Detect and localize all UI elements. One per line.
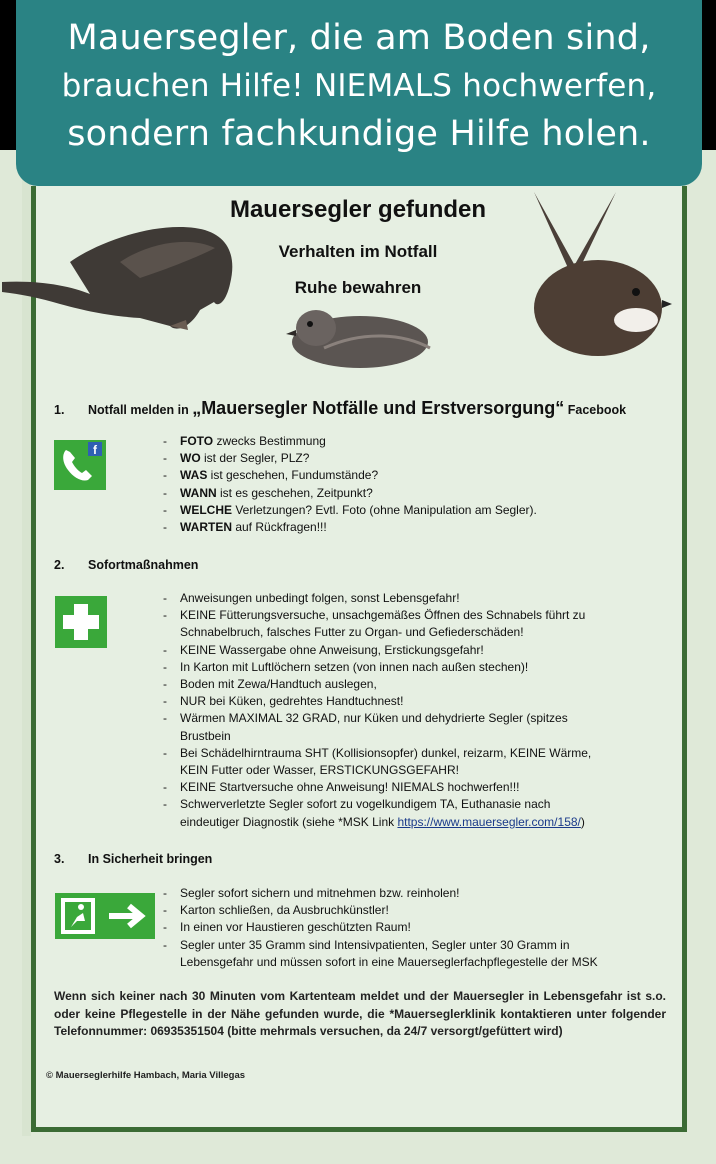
section-1-number: 1. (54, 403, 65, 417)
phone-icon (54, 440, 106, 490)
section-3-list (160, 885, 598, 971)
copyright-notice: © Mauerseglerhilfe Hambach, Maria Villegas (46, 1070, 246, 1081)
section-1-list (160, 433, 537, 536)
section-2-title: Sofortmaßnahmen (88, 558, 199, 572)
section-2-number: 2. (54, 558, 65, 572)
banner-line-1: Mauersegler, die am Boden sind, (67, 18, 651, 58)
section-2-list (160, 590, 591, 831)
swift-adult-right-image (516, 188, 676, 360)
list-item: - KEINE Startversuche ohne Anweisung! NIEMALS hochwerfen!!! (160, 779, 591, 796)
list-item: - NUR bei Küken, gedrehtes Handtuchnest! (160, 693, 591, 710)
list-item: - Segler sofort sichern und mitnehmen bzw. reinholen! (160, 885, 598, 902)
list-item: - WANN ist es geschehen, Zeitpunkt? (160, 485, 537, 502)
contact-paragraph: Wenn sich keiner nach 30 Minuten vom Kartenteam meldet und der Mauersegler in Lebensgefahr ist s.o. oder keine Pflegestelle in der Nähe gefunden wurde, die *Mauerseglerklinik kontaktieren unter folgender Telefonnummer: 06935351504 (bitte mehrmals versuchen, da 24/7 versorgt/gefüttert wird) (54, 989, 666, 1039)
list-item: - Boden mit Zewa/Handtuch auslegen, (160, 676, 591, 693)
section-1-heading (54, 398, 626, 419)
page-title: Mauersegler gefunden (229, 196, 487, 223)
banner-line-2: brauchen Hilfe! NIEMALS hochwerfen, (61, 68, 657, 104)
list-item: - Bei Schädelhirntrauma SHT (Kollisionsopfer) dunkel, reizarm, KEINE Wärme, (160, 745, 591, 762)
emergency-exit-icon (55, 893, 155, 939)
list-item: - Wärmen MAXIMAL 32 GRAD, nur Küken und dehydrierte Segler (spitzes (160, 710, 591, 727)
first-aid-cross-icon (55, 596, 107, 648)
list-item: - KEINE Wassergabe ohne Anweisung, Erstickungsgefahr! (160, 642, 591, 659)
list-item: - Anweisungen unbedingt folgen, sonst Lebensgefahr! (160, 590, 591, 607)
swift-chick-image (284, 300, 436, 372)
list-item-continuation: Schnabelbruch, falsches Futter zu Organ- und Gefiederschäden! (180, 625, 524, 640)
facebook-group-name: „Mauersegler Notfälle und Erstversorgung“ (192, 398, 565, 418)
list-item-continuation: eindeutiger Diagnostik (siehe *MSK Link https://www.mauersegler.com/158/) (180, 814, 585, 829)
page-subtitle-calm: Ruhe bewahren (294, 278, 422, 297)
list-item: - In einen vor Haustieren geschützten Raum! (160, 919, 598, 936)
list-item: - WO ist der Segler, PLZ? (160, 450, 537, 467)
msk-link[interactable]: https://www.mauersegler.com/158/ (397, 814, 581, 829)
swift-adult-left-image (0, 222, 240, 334)
svg-text:f: f (93, 443, 97, 457)
list-item: - Karton schließen, da Ausbruchkünstler! (160, 902, 598, 919)
list-item: - In Karton mit Luftlöchern setzen (von innen nach außen stechen)! (160, 659, 591, 676)
section-1-prefix: Notfall melden in (88, 403, 193, 417)
list-item: - Schwerverletzte Segler sofort zu vogelkundigem TA, Euthanasie nach (160, 796, 591, 813)
section-2-heading (54, 558, 198, 572)
list-item: - Segler unter 35 Gramm sind Intensivpatienten, Segler unter 30 Gramm in (160, 937, 598, 954)
section-3-title: In Sicherheit bringen (88, 852, 213, 866)
list-item: - FOTO zwecks Bestimmung (160, 433, 537, 450)
list-item: - WARTEN auf Rückfragen!!! (160, 519, 537, 536)
section-3-number: 3. (54, 852, 65, 866)
banner-line-3: sondern fachkundige Hilfe holen. (67, 114, 651, 154)
list-item: - WELCHE Verletzungen? Evtl. Foto (ohne Manipulation am Segler). (160, 502, 537, 519)
list-item: - KEINE Fütterungsversuche, unsachgemäßes Öffnen des Schnabels führt zu (160, 607, 591, 624)
list-item-continuation: KEIN Futter oder Wasser, ERSTICKUNGSGEFAHR! (180, 763, 459, 778)
warning-banner (16, 0, 702, 186)
list-item-continuation: Brustbein (180, 728, 231, 743)
list-item: - WAS ist geschehen, Fundumstände? (160, 467, 537, 484)
section-1-suffix: Facebook (564, 403, 627, 417)
section-3-heading (54, 852, 212, 866)
page-subtitle: Verhalten im Notfall (278, 242, 438, 261)
list-item-continuation: Lebensgefahr und müssen sofort in eine Mauerseglerfachpflegestelle der MSK (180, 954, 598, 969)
